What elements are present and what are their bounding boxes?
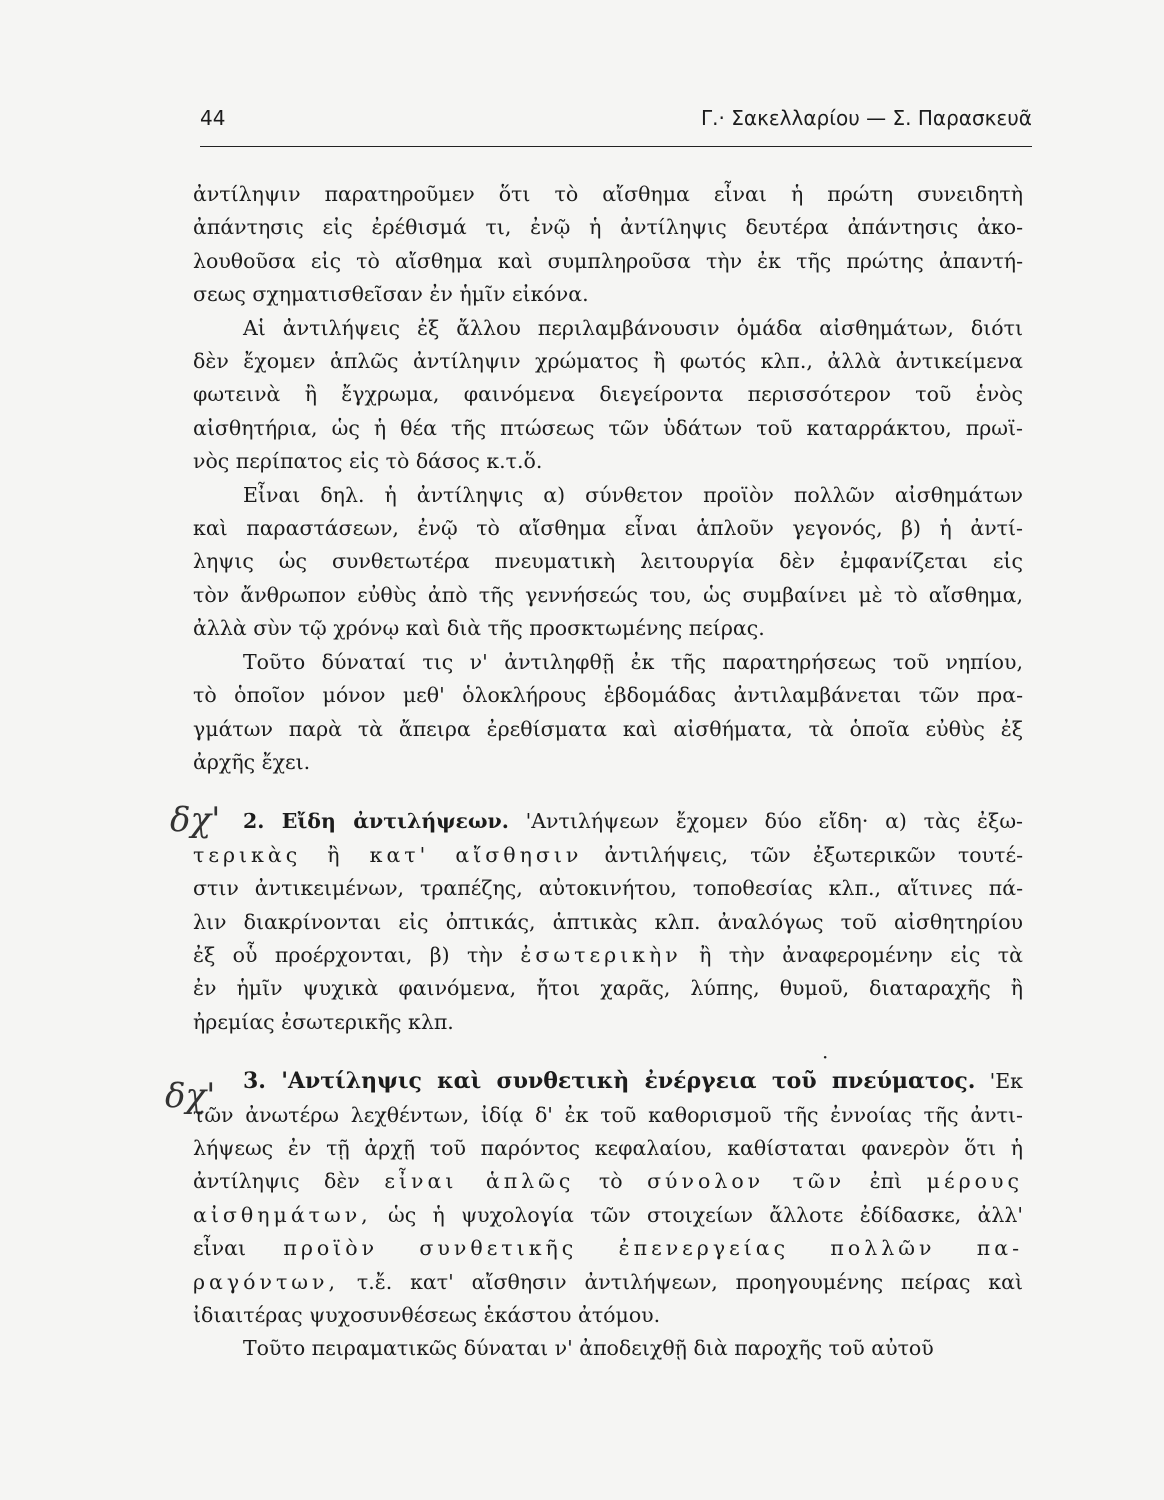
text-line: λιν διακρίνονται εἰς ὀπτικάς, ἁπτικὰς κλπ. ἀναλόγως τοῦ αἰσθητηρίου xyxy=(193,909,1023,934)
text-line: στιν ἀντικειμένων, τραπέζης, αὐτοκινήτου, τοποθεσίας κλπ., αἵτινες πά- xyxy=(193,876,1023,901)
text-line: τὸν ἄνθρωπον εὐθὺς ἀπὸ τῆς γεννήσεώς του, ὡς συμβαίνει μὲ τὸ αἴσθημα, xyxy=(193,582,1023,607)
text-run: τὸ xyxy=(598,1169,623,1194)
text-run: ἀντιλήψεις, τῶν ἐξωτερικῶν τουτέ- xyxy=(604,842,1023,867)
text-line: ἠρεμίας ἐσωτερικῆς κλπ. xyxy=(193,1009,454,1034)
spaced-text: αἰσθημάτων, xyxy=(193,1202,372,1227)
text-line: δὲν ἔχομεν ἁπλῶς ἀντίληψιν χρώματος ἢ φωτός κλπ., ἀλλὰ ἀντικείμενα xyxy=(193,349,1023,374)
text-line: γμάτων παρὰ τὰ ἄπειρα ἐρεθίσματα καὶ αἰσθήματα, τὰ ὁποῖα εὐθὺς ἐξ xyxy=(193,716,1023,741)
text-line: νὸς περίπατος εἰς τὸ δάσος κ.τ.ὅ. xyxy=(193,449,543,474)
text-line: Τοῦτο πειραματικῶς δύναται ν' ἀποδειχθῇ διὰ παροχῆς τοῦ αὐτοῦ xyxy=(243,1336,934,1361)
text-run: ἀντίληψις δὲν xyxy=(193,1169,360,1194)
spaced-text: εἶναι ἁπλῶς xyxy=(384,1169,575,1194)
spaced-text: τερικὰς ἢ κατ' αἴσθησιν xyxy=(193,842,583,867)
stray-mark: · xyxy=(822,1045,829,1069)
text-line xyxy=(193,1266,1023,1299)
running-title: Γ.· Σακελλαρίου — Σ. Παρασκευᾶ xyxy=(701,106,1032,130)
text-line: ἐν ἡμῖν ψυχικὰ φαινόμενα, ἤτοι χαρᾶς, λύπης, θυμοῦ, διαταραχῆς ἢ xyxy=(193,976,1023,1001)
text-run: εἶναι xyxy=(193,1236,247,1261)
text-run: τ.ἔ. κατ' αἴσθησιν ἀντιλήψεων, προηγουμένης πείρας καὶ xyxy=(356,1269,1023,1294)
text-line: αἰσθητήρια, ὡς ἡ θέα τῆς πτώσεως τῶν ὑδάτων τοῦ καταρράκτου, πρωϊ- xyxy=(193,415,1023,440)
spaced-text: σύνολον τῶν xyxy=(647,1169,846,1194)
spaced-text: μέρους xyxy=(926,1169,1023,1194)
spaced-text: προϊὸν συνθετικῆς ἐπενεργείας πολλῶν πα- xyxy=(283,1236,1023,1261)
body-text xyxy=(193,178,1023,1366)
spaced-text: ἐσωτερικὴν xyxy=(520,942,682,967)
text-run: ὡς ἡ ψυχολογία τῶν στοιχείων ἄλλοτε ἐδίδασκε, ἀλλ' xyxy=(388,1202,1023,1227)
text-line: ἰδιαιτέρας ψυχοσυνθέσεως ἑκάστου ἀτόμου. xyxy=(193,1303,661,1327)
text-line xyxy=(193,839,1023,872)
text-line: ληψις ὡς συνθετωτέρα πνευματικὴ λειτουργία δὲν ἐμφανίζεται εἰς xyxy=(193,549,1023,574)
text-line: καὶ παραστάσεων, ἐνῷ τὸ αἴσθημα εἶναι ἁπλοῦν γεγονός, β) ἡ ἀντί- xyxy=(193,516,1023,541)
text-line: τῶν ἀνωτέρω λεχθέντων, ἰδίᾳ δ' ἐκ τοῦ καθορισμοῦ τῆς ἐννοίας τῆς ἀντι- xyxy=(193,1102,1023,1127)
text-line: τὸ ὁποῖον μόνον μεθ' ὁλοκλήρους ἑβδομάδας ἀντιλαμβάνεται τῶν πρα- xyxy=(193,683,1023,708)
page-number: 44 xyxy=(200,106,226,130)
text-line xyxy=(193,1199,1023,1232)
text-line: Τοῦτο δύναταί τις ν' ἀντιληφθῇ ἐκ τῆς παρατηρήσεως τοῦ νηπίου, xyxy=(243,649,1023,674)
text-line: ἀρχῆς ἔχει. xyxy=(193,749,311,774)
text-run: 'Αντιλήψεων ἔχομεν δύο εἴδη· α) τὰς ἐξω- xyxy=(525,809,1023,834)
spaced-text: ραγόντων, xyxy=(193,1269,339,1294)
text-run: ἐπὶ xyxy=(869,1169,903,1194)
section-3-first-line xyxy=(193,1065,1023,1098)
text-line: σεως σχηματισθεῖσαν ἐν ἡμῖν εἰκόνα. xyxy=(193,282,589,307)
text-run: ἢ τὴν ἀναφερομένην εἰς τὰ xyxy=(699,942,1023,967)
section-heading: 2. Εἴδη ἀντιλήψεων. xyxy=(243,809,509,834)
section-heading: 3. 'Αντίληψις καὶ συνθετικὴ ἐνέργεια τοῦ πνεύματος. xyxy=(243,1068,976,1095)
text-line: Αἱ ἀντιλήψεις ἐξ ἄλλου περιλαμβάνουσιν ὁμάδα αἰσθημάτων, διότι xyxy=(243,315,1023,340)
text-line xyxy=(193,939,1023,972)
page-header xyxy=(200,106,1032,147)
margin-note: δχ' xyxy=(165,1076,216,1116)
text-line: λήψεως ἐν τῇ ἀρχῇ τοῦ παρόντος κεφαλαίου, καθίσταται φανερὸν ὅτι ἡ xyxy=(193,1135,1023,1160)
text-line: ἀπάντησις εἰς ἐρέθισμά τι, ἐνῷ ἡ ἀντίληψις δευτέρα ἀπάντησις ἀκο- xyxy=(193,215,1023,240)
text-line: Εἶναι δηλ. ἡ ἀντίληψις α) σύνθετον προϊὸν πολλῶν αἰσθημάτων xyxy=(243,482,1023,507)
text-line: φωτεινὰ ἢ ἔγχρωμα, φαινόμενα διεγείροντα περισσότερον τοῦ ἑνὸς xyxy=(193,382,1023,407)
text-line xyxy=(193,1165,1023,1198)
text-run: ἐξ οὗ προέρχονται, β) τὴν xyxy=(193,942,504,967)
text-line xyxy=(193,1232,1023,1265)
text-line: ἀλλὰ σὺν τῷ χρόνῳ καὶ διὰ τῆς προσκτωμένης πείρας. xyxy=(193,616,765,641)
margin-note: δχ' xyxy=(170,800,221,840)
text-line: ἀντίληψιν παρατηροῦμεν ὅτι τὸ αἴσθημα εἶναι ἡ πρώτη συνειδητὴ xyxy=(193,182,1023,206)
text-run: 'Εκ xyxy=(989,1069,1023,1094)
text-line: λουθοῦσα εἰς τὸ αἴσθημα καὶ συμπληροῦσα τὴν ἐκ τῆς πρώτης ἀπαντή- xyxy=(193,248,1023,273)
section-2-first-line xyxy=(193,805,1023,838)
